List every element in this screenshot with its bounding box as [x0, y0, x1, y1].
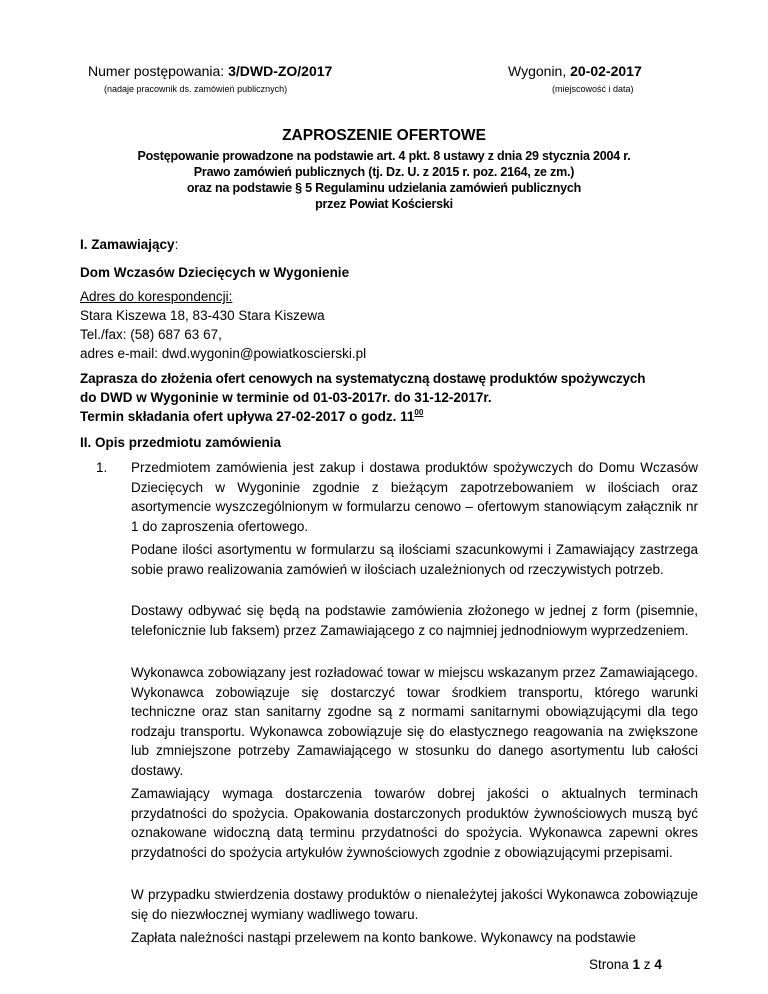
legal-basis-line: przez Powiat Kościerski	[315, 197, 453, 211]
section-1-heading	[80, 235, 698, 254]
invitation-line: Zaprasza do złożenia ofert cenowych na systematyczną dostawę produktów spożywczych	[80, 371, 646, 386]
procedure-number-label: Numer postępowania:	[88, 63, 229, 79]
page-number	[589, 957, 662, 972]
legal-basis-line: oraz na podstawie § 5 Regulaminu udzielania zamówień publicznych	[186, 181, 582, 195]
paragraph-subject: Przedmiotem zamówienia jest zakup i dostawa produktów spożywczych do Domu Wczasów Dziecięcych w Wygoninie zgodnie z bieżącym zapotrzebowaniem w ilościach oraz asortymencie wyszczególnionym w formularzu cenowo – ofertowym stanowiącym załącznik nr 1 do zaproszenia ofertowego.	[131, 460, 698, 534]
page-number-separator: z	[640, 957, 655, 972]
place-and-date-note: (miejscowość i data)	[552, 84, 634, 94]
place-and-date	[508, 63, 642, 79]
organization-name: Dom Wczasów Dziecięcych w Wygonienie	[80, 265, 350, 280]
paragraph-quantities: Podane ilości asortymentu w formularzu są ilościami szacunkowymi i Zamawiający zastrzega sobie prawo realizowania zamówień w ilościach uzależnionych od rzeczywistych potrzeb.	[131, 542, 698, 577]
section-1-heading-text: I. Zamawiający	[80, 237, 175, 252]
deadline-minutes: 00	[414, 408, 424, 417]
invitation-text	[80, 369, 698, 426]
deadline-line	[80, 407, 698, 426]
procedure-number-value: 3/DWD-ZO/2017	[228, 63, 333, 79]
invitation-line: do DWD w Wygoninie w terminie od 01-03-2017r. do 31-12-2017r.	[80, 390, 492, 405]
legal-basis-line: Postępowanie prowadzone na podstawie art. 4 pkt. 8 ustawy z dnia 29 stycznia 2004 r.	[137, 149, 631, 163]
procedure-number	[88, 63, 332, 79]
phone-fax-line: Tel./fax: (58) 687 63 67,	[80, 327, 222, 342]
contact-address	[80, 287, 698, 363]
deadline-text: Termin składania ofert upływa 27-02-2017 o godz. 11	[80, 409, 415, 424]
page-number-prefix: Strona	[589, 957, 633, 972]
legal-basis-line: Prawo zamówień publicznych (tj. Dz. U. z 2015 r. poz. 2164, ze zm.)	[193, 165, 575, 179]
list-item-number: 1.	[96, 460, 108, 475]
section-1-heading-colon: :	[174, 237, 179, 252]
address-label: Adres do korespondencji:	[80, 289, 233, 304]
email-line: adres e-mail: dwd.wygonin@powiatkoscierski.pl	[80, 346, 367, 361]
paragraph-deliveries: Dostawy odbywać się będą na podstawie zamówienia złożonego w jednej z form (pisemnie, telefonicznie lub faksem) przez Zamawiającego z co najmniej jednodniowym wyprzedzeniem.	[131, 603, 698, 638]
legal-basis	[90, 148, 678, 212]
date-value: 20-02-2017	[570, 63, 642, 79]
page-total: 4	[654, 957, 662, 972]
paragraph-quality: Zamawiający wymaga dostarczenia towarów dobrej jakości o aktualnych terminach przydatności do spożycia. Opakowania dostarczonych produktów żywnościowych muszą być oznakowane widoczną datą terminu przydatności do spożycia. Wykonawca zapewni okres przydatności do spożycia artykułów żywnościowych zgodnie z obowiązującymi przepisami.	[131, 786, 698, 860]
paragraph-contractor-duties: Wykonawca zobowiązany jest rozładować towar w miejscu wskazanym przez Zamawiającego. Wykonawca zobowiązuje się dostarczyć towar środkiem transportu, którego warunki techniczne oraz stan sanitarny zgodne są z normami sanitarnymi obowiązującymi dla tego rodzaju transportu. Wykonawca zobowiązuje się do elastycznego reagowania na zwiększone lub zmniejszone potrzeby Zamawiającego w stosunku do danego asortymentu lub całości dostawy.	[131, 665, 698, 778]
page-current: 1	[632, 957, 641, 972]
section-2-heading: II. Opis przedmiotu zamówienia	[80, 435, 282, 450]
procedure-number-note: (nadaje pracownik ds. zamówień publicznych)	[104, 84, 288, 94]
place-label: Wygonin,	[508, 63, 571, 79]
paragraph-defects: W przypadku stwierdzenia dostawy produktów o nienależytej jakości Wykonawca zobowiązuje się do niezwłocznej wymiany wadliwego towaru.	[131, 887, 698, 922]
paragraph-payment: Zapłata należności nastąpi przelewem na konto bankowe. Wykonawcy na podstawie	[131, 930, 636, 945]
address-line: Stara Kiszewa 18, 83-430 Stara Kiszewa	[80, 308, 325, 323]
document-title: ZAPROSZENIE OFERTOWE	[282, 127, 486, 144]
